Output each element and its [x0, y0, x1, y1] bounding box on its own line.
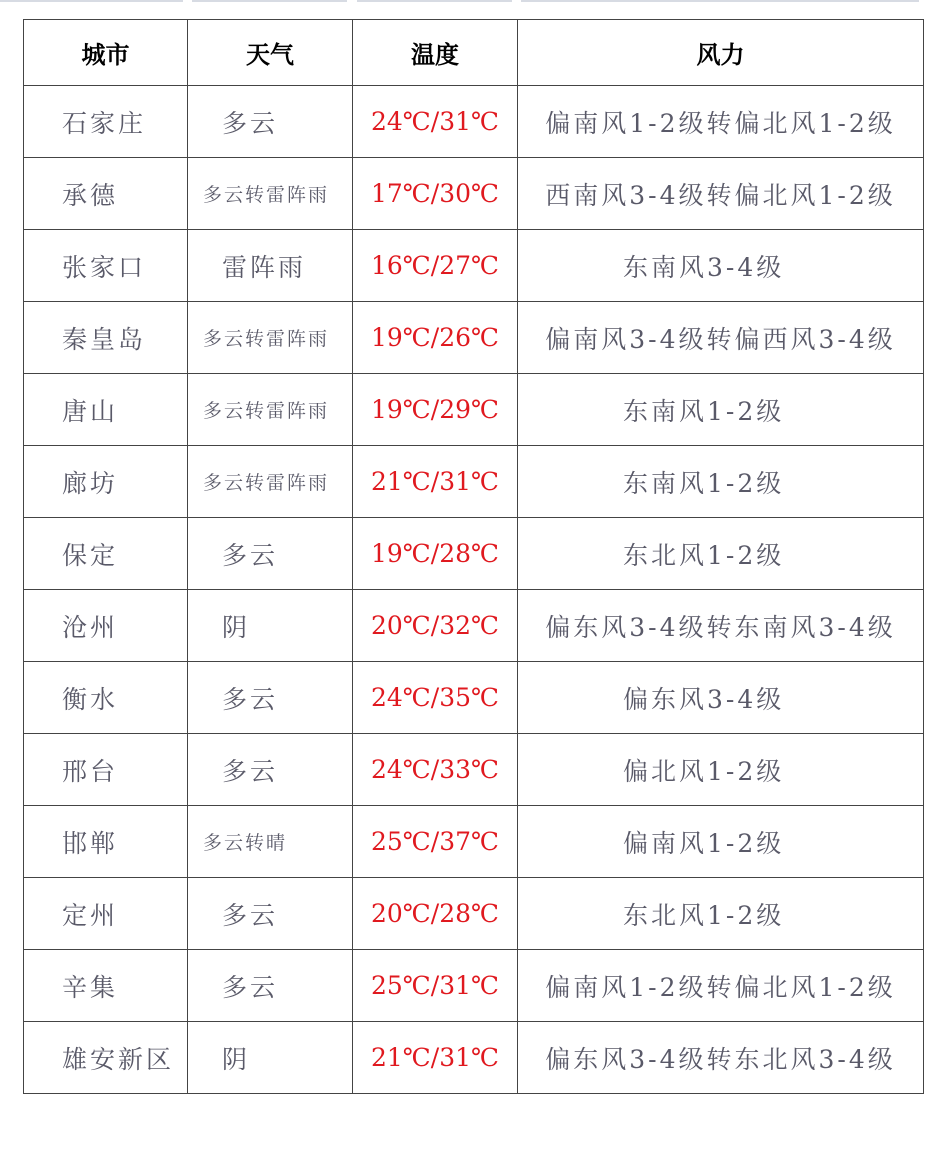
- table-row: [24, 446, 924, 518]
- wind-cell: 东南风3-4级: [518, 230, 924, 302]
- weather-cell: 多云转雷阵雨: [188, 446, 353, 518]
- top-divider-segment: [192, 0, 347, 2]
- wind-cell: 东北风1-2级: [518, 878, 924, 950]
- city-cell: 石家庄: [24, 86, 188, 158]
- temperature-cell: 24℃/35℃: [353, 662, 518, 734]
- temperature-cell: 24℃/31℃: [353, 86, 518, 158]
- table-row: [24, 158, 924, 230]
- header-weather: 天气: [188, 20, 353, 86]
- weather-cell: 多云: [188, 518, 353, 590]
- city-cell: 秦皇岛: [24, 302, 188, 374]
- wind-cell: 东北风1-2级: [518, 518, 924, 590]
- table-body: [24, 86, 924, 1094]
- table-row: [24, 518, 924, 590]
- weather-cell: 多云: [188, 734, 353, 806]
- temperature-cell: 19℃/28℃: [353, 518, 518, 590]
- city-cell: 雄安新区: [24, 1022, 188, 1094]
- wind-cell: 偏北风1-2级: [518, 734, 924, 806]
- city-cell: 唐山: [24, 374, 188, 446]
- temperature-cell: 20℃/32℃: [353, 590, 518, 662]
- table-row: [24, 662, 924, 734]
- table-row: [24, 302, 924, 374]
- weather-cell: 阴: [188, 1022, 353, 1094]
- top-divider-segment: [0, 0, 183, 2]
- city-cell: 承德: [24, 158, 188, 230]
- city-cell: 邯郸: [24, 806, 188, 878]
- temperature-cell: 25℃/31℃: [353, 950, 518, 1022]
- weather-cell: 多云转雷阵雨: [188, 374, 353, 446]
- wind-cell: 偏南风3-4级转偏西风3-4级: [518, 302, 924, 374]
- wind-cell: 西南风3-4级转偏北风1-2级: [518, 158, 924, 230]
- wind-cell: 东南风1-2级: [518, 374, 924, 446]
- temperature-cell: 17℃/30℃: [353, 158, 518, 230]
- table-row: [24, 590, 924, 662]
- weather-forecast-table: [23, 19, 924, 1094]
- weather-cell: 多云转雷阵雨: [188, 302, 353, 374]
- wind-cell: 偏东风3-4级转东北风3-4级: [518, 1022, 924, 1094]
- table-row: [24, 878, 924, 950]
- wind-cell: 偏东风3-4级: [518, 662, 924, 734]
- top-divider-segment: [357, 0, 512, 2]
- header-city: 城市: [24, 20, 188, 86]
- weather-cell: 阴: [188, 590, 353, 662]
- table-header-row: [24, 20, 924, 86]
- table-row: [24, 86, 924, 158]
- top-divider-strip: [0, 0, 942, 3]
- header-wind: 风力: [518, 20, 924, 86]
- weather-cell: 多云转晴: [188, 806, 353, 878]
- table-row: [24, 806, 924, 878]
- weather-cell: 多云: [188, 86, 353, 158]
- temperature-cell: 19℃/29℃: [353, 374, 518, 446]
- wind-cell: 偏南风1-2级: [518, 806, 924, 878]
- wind-cell: 偏南风1-2级转偏北风1-2级: [518, 950, 924, 1022]
- city-cell: 沧州: [24, 590, 188, 662]
- temperature-cell: 21℃/31℃: [353, 1022, 518, 1094]
- city-cell: 定州: [24, 878, 188, 950]
- weather-cell: 雷阵雨: [188, 230, 353, 302]
- temperature-cell: 24℃/33℃: [353, 734, 518, 806]
- city-cell: 衡水: [24, 662, 188, 734]
- weather-cell: 多云转雷阵雨: [188, 158, 353, 230]
- city-cell: 邢台: [24, 734, 188, 806]
- temperature-cell: 21℃/31℃: [353, 446, 518, 518]
- temperature-cell: 19℃/26℃: [353, 302, 518, 374]
- wind-cell: 偏东风3-4级转东南风3-4级: [518, 590, 924, 662]
- top-divider-segment: [521, 0, 919, 2]
- weather-cell: 多云: [188, 878, 353, 950]
- table-row: [24, 1022, 924, 1094]
- city-cell: 廊坊: [24, 446, 188, 518]
- temperature-cell: 25℃/37℃: [353, 806, 518, 878]
- weather-cell: 多云: [188, 662, 353, 734]
- wind-cell: 东南风1-2级: [518, 446, 924, 518]
- temperature-cell: 20℃/28℃: [353, 878, 518, 950]
- table-row: [24, 374, 924, 446]
- weather-cell: 多云: [188, 950, 353, 1022]
- wind-cell: 偏南风1-2级转偏北风1-2级: [518, 86, 924, 158]
- city-cell: 辛集: [24, 950, 188, 1022]
- table-row: [24, 950, 924, 1022]
- table-row: [24, 230, 924, 302]
- header-temperature: 温度: [353, 20, 518, 86]
- city-cell: 保定: [24, 518, 188, 590]
- city-cell: 张家口: [24, 230, 188, 302]
- temperature-cell: 16℃/27℃: [353, 230, 518, 302]
- table-row: [24, 734, 924, 806]
